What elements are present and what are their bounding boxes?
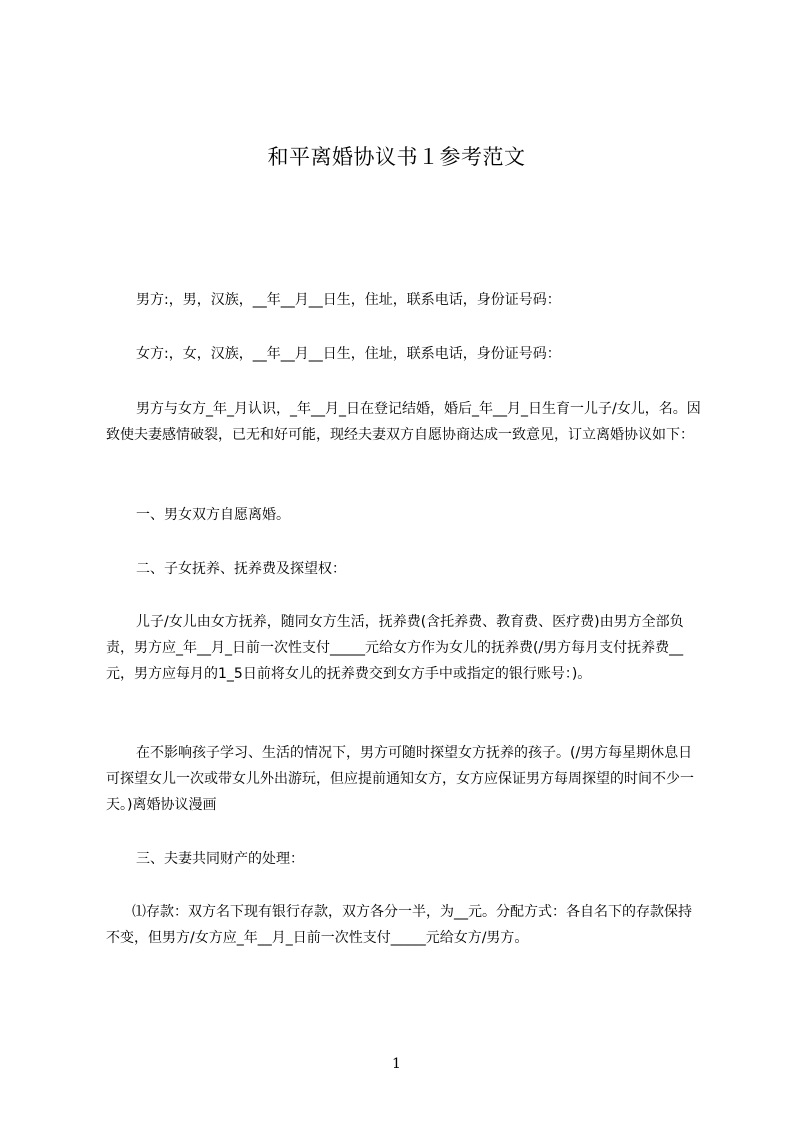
paragraph-husband-info: 男方:，男，汉族，__年__月__日生，住址，联系电话，身份证号码： (136, 292, 561, 308)
document-title: 和平离婚协议书１参考范文 (267, 145, 526, 169)
paragraph-child-support: 儿子/女儿由女方抚养，随同女方生活，抚养费(含托养费、教育费、医疗费)由男方全部负责，男方应_年__月_日前一次性支付_____元给女方作为女儿的抚养费(/男方每月支付抚养费__元，男方应每月的1_5日前将女儿的抚养费交到女方手中或指定的银行账号：)。 (106, 614, 684, 682)
paragraph-wife-info: 女方:，女，汉族，__年__月__日生，住址，联系电话，身份证号码： (136, 346, 561, 362)
paragraph-clause-two-heading: 二、子女抚养、抚养费及探望权： (136, 561, 346, 577)
paragraph-clause-three-heading: 三、夫妻共同财产的处理： (136, 851, 304, 867)
paragraph-background: 男方与女方_年_月认识，_年__月_日在登记结婚，婚后_年__月_日生育一儿子/女儿，名。因致使夫妻感情破裂，已无和好可能，现经夫妻双方自愿协商达成一致意见，订立离婚协议如下： (106, 401, 701, 443)
page-number: 1 (392, 1056, 401, 1072)
paragraph-visitation: 在不影响孩子学习、生活的情况下，男方可随时探望女方抚养的孩子。(/男方每星期休息日可探望女儿一次或带女儿外出游玩，但应提前通知女方，女方应保证男方每周探望的时间不少一天。)离婚协议漫画 (106, 745, 694, 813)
paragraph-clause-one: 一、男女双方自愿离婚。 (136, 507, 290, 523)
paragraph-deposits: ⑴存款：双方名下现有银行存款，双方各分一半，为__元。分配方式：各自名下的存款保持不变，但男方/女方应_年__月_日前一次性支付_____元给女方/男方。 (106, 904, 692, 946)
